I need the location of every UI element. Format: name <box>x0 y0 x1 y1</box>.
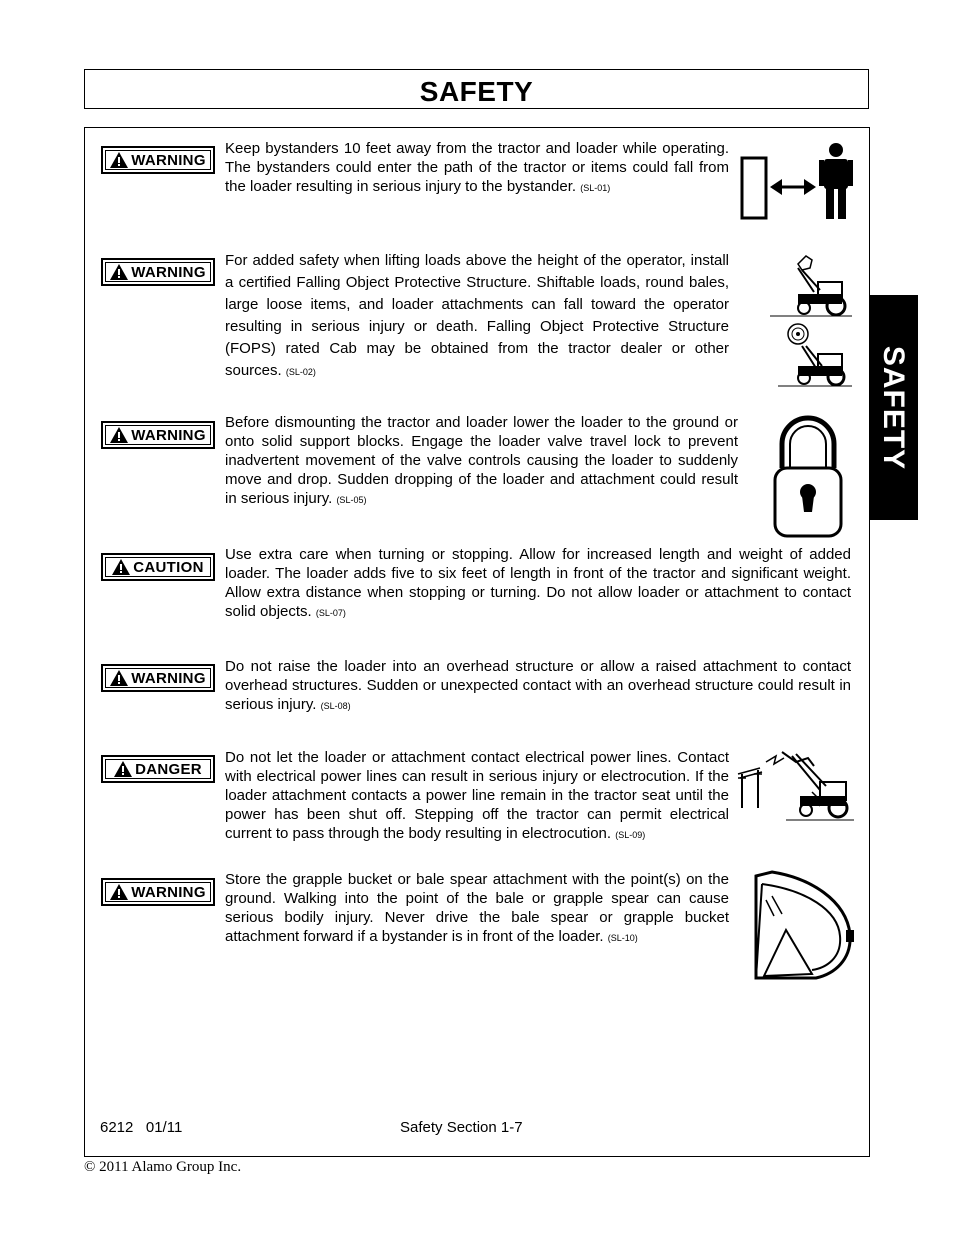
page-title-box <box>84 69 869 109</box>
message-text: Use extra care when turning or stopping. Allow for increased length and weight of added loader. The loader adds five to six feet of length in front of the tractor and significant weight. Allow extra distance when stopping or turning. Do not allow loader or attachment to contact solid objects. <box>225 546 851 620</box>
signal-word: WARNING <box>131 151 206 169</box>
section-side-tab <box>869 295 918 520</box>
warning-badge <box>101 421 215 449</box>
bystander-distance-icon <box>738 142 858 224</box>
alert-triangle-icon <box>110 670 128 686</box>
safety-message <box>225 870 729 948</box>
message-code: (SL-02) <box>285 367 316 377</box>
copyright-notice: © 2011 Alamo Group Inc. <box>84 1159 242 1175</box>
footer-section-page: Safety Section 1-7 <box>400 1119 523 1136</box>
message-text: Do not raise the loader into an overhead structure or allow a raised attachment to contact overhead structures. Sudden or unexpected contact with an overhead structure could result in serious injury. <box>225 658 851 713</box>
message-code: (SL-09) <box>615 830 646 840</box>
signal-word: WARNING <box>131 883 206 901</box>
signal-word: CAUTION <box>133 558 204 576</box>
message-code: (SL-07) <box>315 608 346 618</box>
signal-word: DANGER <box>135 760 202 778</box>
warning-badge <box>101 664 215 692</box>
grapple-bucket-icon <box>750 870 856 986</box>
danger-badge <box>101 755 215 783</box>
alert-triangle-icon <box>110 427 128 443</box>
signal-word: WARNING <box>131 669 206 687</box>
page-title: SAFETY <box>419 76 534 107</box>
safety-message <box>225 413 738 510</box>
alert-triangle-icon <box>110 264 128 280</box>
safety-message <box>225 657 851 716</box>
message-text: For added safety when lifting loads above the height of the operator, install a certified Falling Object Protective Structure. Shiftable loads, round bales, large loose items, and loader attachments can fall toward the operator resulting in serious injury or death. Falling Object Protective Structure (FOPS) rated Cab may be obtained from the tractor dealer or other sources. <box>225 252 729 379</box>
message-text: Do not let the loader or attachment contact electrical power lines. Contact with electrical power lines can result in serious injury or electrocution. If the loader attachment contacts a power line remain in the tractor seat until the power has been shut off. Stepping off the tractor can permit electrical current to pass through the body resulting in electrocution. <box>225 749 729 842</box>
safety-message <box>225 139 729 198</box>
signal-word: WARNING <box>131 263 206 281</box>
safety-message <box>225 748 729 845</box>
message-text: Before dismounting the tractor and loader lower the loader to the ground or onto solid support blocks. Engage the loader valve travel lock to prevent inadvertent movement of the valve controls causing the loader to suddenly move and drop. Sudden dropping of the loader and attachment could result in serious injury. <box>225 414 738 507</box>
footer-doc-number: 6212 01/11 <box>100 1119 183 1136</box>
alert-triangle-icon <box>114 761 132 777</box>
falling-object-tractor-icon <box>768 250 854 390</box>
alert-triangle-icon <box>110 152 128 168</box>
power-line-electrocution-icon <box>736 748 856 824</box>
alert-triangle-icon <box>112 559 130 575</box>
safety-message <box>225 545 851 623</box>
alert-triangle-icon <box>110 884 128 900</box>
message-code: (SL-05) <box>336 495 367 505</box>
warning-badge <box>101 146 215 174</box>
message-code: (SL-10) <box>607 933 638 943</box>
message-text: Store the grapple bucket or bale spear attachment with the point(s) on the ground. Walking into the point of the bale or grapple spear can cause serious bodily injury. Never drive the bale spear or grapple bucket attachment forward if a bystander is in front of the loader. <box>225 871 729 945</box>
safety-message <box>225 250 729 383</box>
message-code: (SL-08) <box>320 701 351 711</box>
signal-word: WARNING <box>131 426 206 444</box>
message-code: (SL-01) <box>580 183 611 193</box>
side-tab-label: SAFETY <box>877 345 911 470</box>
message-text: Keep bystanders 10 feet away from the tractor and loader while operating. The bystanders could enter the path of the tractor or items could fall from the loader resulting in serious injury to the bystander. <box>225 140 729 195</box>
warning-badge <box>101 878 215 906</box>
caution-badge <box>101 553 215 581</box>
lock-icon <box>772 412 844 540</box>
warning-badge <box>101 258 215 286</box>
